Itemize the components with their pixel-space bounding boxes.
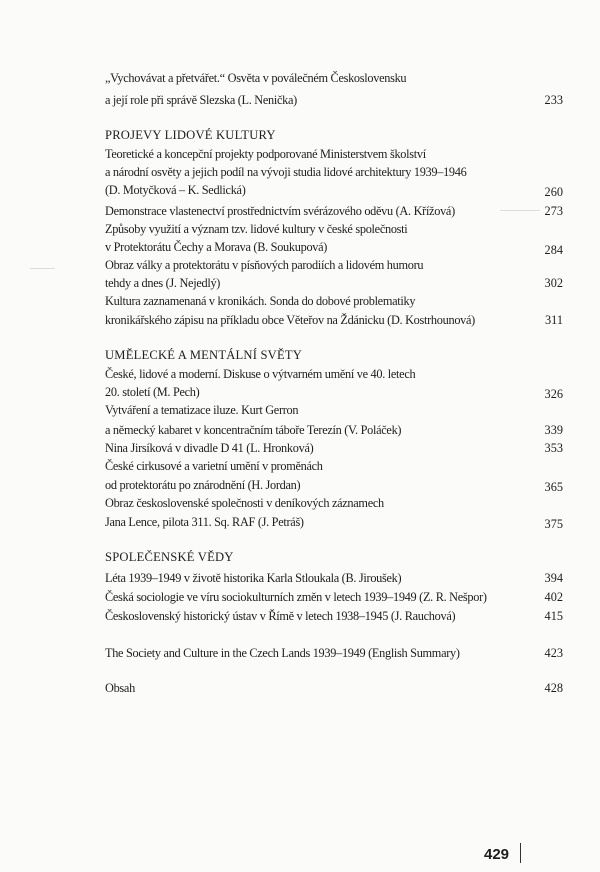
toc-entry-text: tehdy a dnes (J. Nejedlý) <box>105 276 221 290</box>
toc-entry <box>105 91 563 109</box>
section-heading: PROJEVY LIDOVÉ KULTURY <box>105 128 276 142</box>
section-heading-row <box>105 346 563 364</box>
toc-entry-text: „Vychovávat a přetvářet.“ Osvěta v poválečném Československu <box>105 71 407 85</box>
toc-entry-text: Československý historický ústav v Římě v letech 1938–1945 (J. Rauchová) <box>105 609 456 623</box>
scan-speck <box>30 268 55 269</box>
toc-entry <box>105 476 563 494</box>
toc-entry <box>105 513 563 531</box>
toc-page-number: 394 <box>544 571 563 585</box>
toc-entry-text: Demonstrace vlastenectví prostřednictvím svérázového oděvu (A. Křížová) <box>105 204 455 218</box>
section-heading: UMĚLECKÉ A MENTÁLNÍ SVĚTY <box>105 348 303 362</box>
toc-entry <box>105 607 563 625</box>
toc-entry-text: České cirkusové a varietní umění v proměnách <box>105 459 323 473</box>
toc-entry <box>105 163 563 181</box>
toc-entry <box>105 644 563 662</box>
toc-page-number: 339 <box>544 423 563 437</box>
toc-entry-text: Léta 1939–1949 v životě historika Karla Stloukala (B. Jiroušek) <box>105 571 402 585</box>
toc-entry-text: Kultura zaznamenaná v kronikách. Sonda do dobové problematiky <box>105 294 416 308</box>
toc-entry-text: v Protektorátu Čechy a Morava (B. Soukupová) <box>105 240 328 254</box>
toc-entry-text: The Society and Culture in the Czech Lands 1939–1949 (English Summary) <box>105 646 460 660</box>
page-number: 429 <box>484 846 510 863</box>
toc-entry-text: Teoretické a koncepční projekty podporované Ministerstvem školství <box>105 147 426 161</box>
toc-entry <box>105 588 563 606</box>
toc-entry <box>105 220 563 238</box>
toc-entry-text: a její role při správě Slezska (L. Nenička) <box>105 93 297 107</box>
toc-entry-text: od protektorátu po znárodnění (H. Jordan) <box>105 478 301 492</box>
toc-page-number: 273 <box>544 204 563 218</box>
toc-entry <box>105 383 563 401</box>
toc-entry-text: 20. století (M. Pech) <box>105 385 200 399</box>
toc-entry <box>105 457 563 475</box>
toc-entry-text: Obraz války a protektorátu v písňových parodiích a lidovém humoru <box>105 258 424 272</box>
toc-entry <box>105 494 563 512</box>
toc-page-number: 402 <box>544 590 563 604</box>
toc-page-number: 375 <box>544 517 563 531</box>
toc-entry <box>105 365 563 383</box>
toc-entry <box>105 401 563 419</box>
section-heading-row <box>105 548 563 566</box>
toc-page-number: 326 <box>544 387 563 401</box>
toc-entry <box>105 181 563 199</box>
toc-entry-text: Vytváření a tematizace iluze. Kurt Gerron <box>105 403 299 417</box>
toc-page-number: 233 <box>544 93 563 107</box>
toc-entry <box>105 311 563 329</box>
toc-entry-text: Nina Jirsíková v divadle D 41 (L. Hronková) <box>105 441 314 455</box>
toc-entry <box>105 274 563 292</box>
toc-page-number: 428 <box>544 681 563 695</box>
section-heading-row <box>105 126 563 144</box>
toc-page-number: 365 <box>544 480 563 494</box>
toc-entry <box>105 569 563 587</box>
toc-entry-text: a německý kabaret v koncentračním táboře Terezín (V. Poláček) <box>105 423 402 437</box>
toc-entry <box>105 202 563 220</box>
toc-entry <box>105 256 563 274</box>
toc-entry-text: (D. Motyčková – K. Sedlická) <box>105 183 246 197</box>
toc-page-number: 415 <box>544 609 563 623</box>
toc-entry-text: Jana Lence, pilota 311. Sq. RAF (J. Petráš) <box>105 515 304 529</box>
toc-entry-text: kronikářského zápisu na příkladu obce Věteřov na Ždánicku (D. Kostrhounová) <box>105 313 475 327</box>
toc-entry-text: Česká sociologie ve víru sociokulturních změn v letech 1939–1949 (Z. R. Nešpor) <box>105 590 487 604</box>
toc-page-number: 423 <box>544 646 563 660</box>
page-number-rule <box>520 843 521 863</box>
toc-entry-text: Způsoby využití a význam tzv. lidové kultury v české společnosti <box>105 222 408 236</box>
toc-page-number: 311 <box>545 313 563 327</box>
toc-entry-text: České, lidové a moderní. Diskuse o výtvarném umění ve 40. letech <box>105 367 416 381</box>
toc-page-number: 260 <box>544 185 563 199</box>
toc-page-number: 284 <box>544 243 563 257</box>
scan-speck <box>500 210 540 211</box>
toc-entry <box>105 679 563 697</box>
toc-entry <box>105 421 563 439</box>
toc-entry <box>105 439 563 457</box>
toc-entry-text: a národní osvěty a jejich podíl na vývoji studia lidové architektury 1939–1946 <box>105 165 467 179</box>
toc-entry <box>105 238 563 256</box>
toc-page-number: 302 <box>544 276 563 290</box>
section-heading: SPOLEČENSKÉ VĚDY <box>105 550 234 564</box>
toc-page-number: 353 <box>544 441 563 455</box>
toc-entry <box>105 145 563 163</box>
toc-entry-text: Obraz československé společnosti v deníkových záznamech <box>105 496 384 510</box>
toc-entry-text: Obsah <box>105 681 135 695</box>
toc-entry <box>105 292 563 310</box>
toc-entry <box>105 69 563 87</box>
